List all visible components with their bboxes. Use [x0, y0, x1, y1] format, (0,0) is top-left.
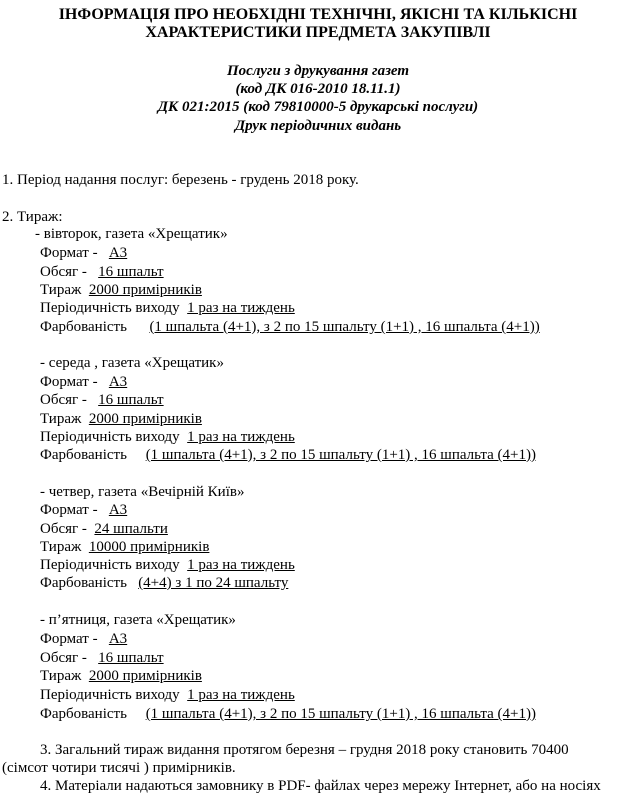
title-line-1: ІНФОРМАЦІЯ ПРО НЕОБХІДНІ ТЕХНІЧНІ, ЯКІСНІ ТА КІЛЬКІСНІ: [58, 6, 578, 23]
subtitle-line-3: ДК 021:2015 (код 79810000-5 друкарські послуги): [157, 99, 479, 115]
circulation-value: 2000 примірників: [88, 411, 202, 427]
item-2-color: [40, 446, 536, 464]
format-label: Формат -: [40, 374, 98, 390]
item-2-circulation: [40, 410, 202, 428]
item-3-volume: [40, 520, 168, 538]
volume-label: Обсяг -: [40, 521, 87, 537]
periodicity-value: 1 раз на тиждень: [187, 429, 295, 445]
item-2-periodicity: [40, 428, 295, 446]
circulation-value: 2000 примірників: [88, 668, 202, 684]
section-total-line-1: 3. Загальний тираж видання протягом березня – грудня 2018 року становить 70400: [40, 742, 569, 758]
section-total-line-2: (сімсот чотири тисячі ) примірників.: [2, 760, 236, 776]
subtitle-line-4: Друк періодичних видань: [234, 118, 402, 134]
item-1-color: [40, 318, 540, 336]
subtitle-line-1: Послуги з друкування газет: [226, 63, 410, 79]
format-label: Формат -: [40, 502, 98, 518]
periodicity-value: 1 раз на тиждень: [187, 300, 295, 316]
color-value: (4+4) з 1 по 24 шпальту: [138, 575, 289, 591]
item-4-format: [40, 630, 127, 648]
periodicity-label: Періодичність виходу: [40, 429, 180, 445]
circulation-value: 10000 примірників: [88, 539, 210, 555]
section-period: 1. Період надання послуг: березень - грудень 2018 року.: [2, 172, 359, 188]
color-label: Фарбованість: [40, 447, 127, 463]
item-2-heading: - середа , газета «Хрещатик»: [40, 355, 224, 371]
format-value: А3: [108, 374, 128, 390]
item-1-volume: [40, 263, 164, 281]
volume-value: 16 шпальт: [98, 650, 164, 666]
periodicity-label: Періодичність виходу: [40, 300, 180, 316]
item-3-format: [40, 501, 127, 519]
periodicity-label: Періодичність виходу: [40, 687, 180, 703]
color-label: Фарбованість: [40, 575, 127, 591]
format-value: А3: [108, 502, 128, 518]
volume-label: Обсяг -: [40, 392, 87, 408]
volume-label: Обсяг -: [40, 650, 87, 666]
item-4-circulation: [40, 667, 202, 685]
subtitle-line-2: (код ДК 016-2010 18.11.1): [235, 81, 401, 97]
color-value: (1 шпальта (4+1), з 2 по 15 шпальту (1+1) , 16 шпальта (4+1)): [149, 319, 540, 335]
item-1-circulation: [40, 281, 202, 299]
circulation-label: Тираж: [40, 411, 82, 427]
item-1-heading: - вівторок, газета «Хрещатик»: [35, 226, 228, 242]
volume-label: Обсяг -: [40, 264, 87, 280]
periodicity-value: 1 раз на тиждень: [187, 687, 295, 703]
volume-value: 16 шпальт: [98, 392, 164, 408]
circulation-value: 2000 примірників: [88, 282, 202, 298]
item-2-format: [40, 373, 127, 391]
section-circulation-title: 2. Тираж:: [2, 209, 63, 225]
color-value: (1 шпальта (4+1), з 2 по 15 шпальту (1+1) , 16 шпальта (4+1)): [145, 447, 536, 463]
item-3-heading: - четвер, газета «Вечірній Київ»: [40, 484, 245, 500]
circulation-label: Тираж: [40, 539, 82, 555]
item-4-volume: [40, 649, 164, 667]
volume-value: 24 шпальти: [94, 521, 168, 537]
format-label: Формат -: [40, 245, 98, 261]
format-value: А3: [108, 631, 128, 647]
color-label: Фарбованість: [40, 706, 127, 722]
format-label: Формат -: [40, 631, 98, 647]
circulation-label: Тираж: [40, 282, 82, 298]
section-materials: 4. Матеріали надаються замовнику в PDF- файлах через мережу Інтернет, або на носіях: [40, 778, 601, 794]
periodicity-value: 1 раз на тиждень: [187, 557, 295, 573]
color-label: Фарбованість: [40, 319, 127, 335]
title-line-2: ХАРАКТЕРИСТИКИ ПРЕДМЕТА ЗАКУПІВЛІ: [145, 24, 491, 41]
circulation-label: Тираж: [40, 668, 82, 684]
item-3-circulation: [40, 538, 209, 556]
periodicity-label: Періодичність виходу: [40, 557, 180, 573]
format-value: А3: [108, 245, 128, 261]
item-2-volume: [40, 391, 164, 409]
item-1-format: [40, 244, 127, 262]
volume-value: 16 шпальт: [98, 264, 164, 280]
item-4-color: [40, 705, 536, 723]
item-3-color: [40, 574, 288, 592]
color-value: (1 шпальта (4+1), з 2 по 15 шпальту (1+1) , 16 шпальта (4+1)): [145, 706, 536, 722]
item-4-periodicity: [40, 686, 295, 704]
item-4-heading: - п’ятниця, газета «Хрещатик»: [40, 612, 236, 628]
item-1-periodicity: [40, 299, 295, 317]
item-3-periodicity: [40, 556, 295, 574]
